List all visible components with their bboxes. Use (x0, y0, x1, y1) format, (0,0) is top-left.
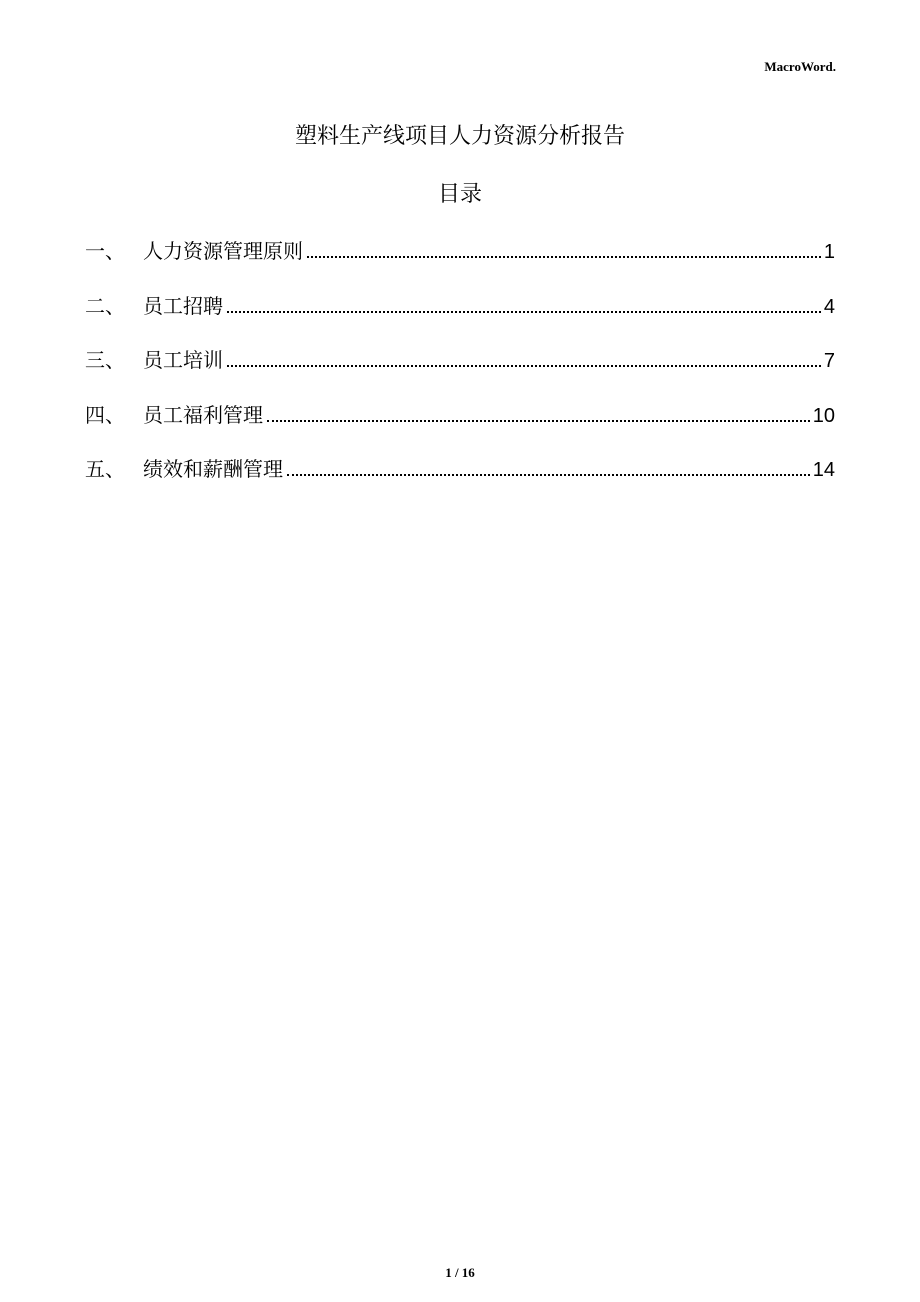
toc-entry[interactable] (85, 291, 835, 321)
toc-dot-leader (227, 311, 821, 313)
toc-entry-page[interactable]: 1 (823, 241, 835, 263)
toc-entry[interactable] (85, 236, 835, 266)
toc-entry-label[interactable]: 员工福利管理 (143, 402, 263, 427)
toc-entry-label[interactable]: 人力资源管理原则 (143, 239, 303, 263)
toc-entry-number: 一、 (85, 239, 125, 263)
toc-entry[interactable] (85, 400, 835, 430)
toc-dot-leader (307, 256, 821, 258)
toc-entry-number: 四、 (85, 402, 125, 427)
page-indicator: 1 / 16 (445, 1265, 475, 1280)
toc-dot-leader (227, 365, 821, 367)
toc-entry[interactable] (85, 345, 835, 375)
toc-entry-label[interactable]: 员工招聘 (143, 293, 223, 318)
toc-heading: 目录 (437, 182, 482, 207)
document-title: 塑料生产线项目人力资源分析报告 (294, 124, 625, 149)
header-brand: MacroWord. (764, 59, 836, 74)
toc-entry-number: 三、 (85, 348, 125, 372)
toc-entry-page[interactable]: 4 (823, 295, 835, 318)
toc-entry-number: 五、 (85, 457, 125, 481)
toc-dot-leader (267, 420, 810, 422)
toc-entry-page[interactable]: 7 (823, 350, 835, 372)
toc-entry-number: 二、 (85, 293, 125, 318)
toc-entry-label[interactable]: 绩效和薪酬管理 (143, 457, 283, 481)
toc-entry-page[interactable]: 10 (812, 404, 835, 427)
toc-entry-page[interactable]: 14 (812, 459, 835, 481)
table-of-contents (85, 236, 835, 509)
toc-dot-leader (287, 474, 810, 476)
toc-entry-label[interactable]: 员工培训 (143, 348, 223, 372)
toc-entry[interactable] (85, 454, 835, 484)
